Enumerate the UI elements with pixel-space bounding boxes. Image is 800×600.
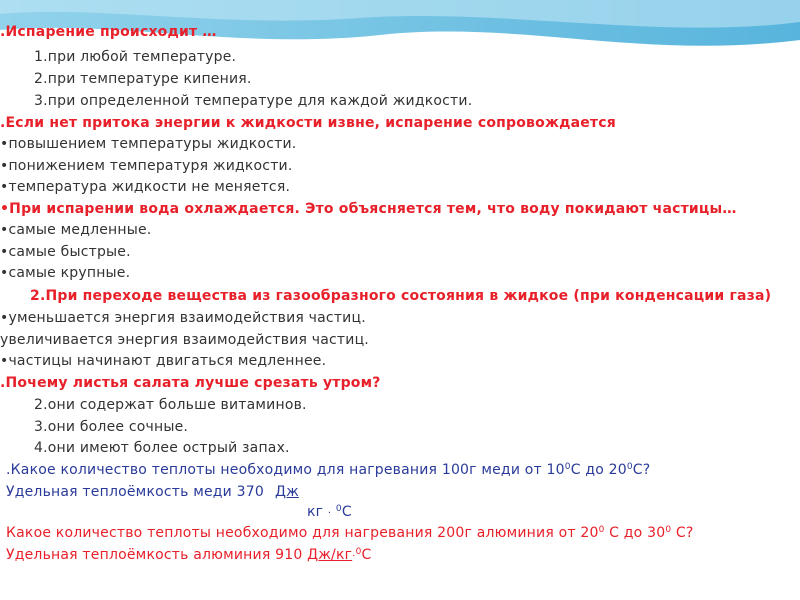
question-4-option-1: •уменьшается энергия взаимодействия частиц.: [0, 310, 366, 326]
problem-2-unit-degree: 0: [355, 547, 362, 557]
problem-2-text-c: C?: [671, 525, 694, 541]
problem-2-question: [6, 524, 694, 542]
problem-1-unit-c: C: [341, 504, 352, 520]
question-4-option-2: увеличивается энергия взаимодействия частиц.: [0, 332, 369, 348]
question-1-option-2: 2.при температуре кипения.: [34, 71, 252, 87]
question-1-title: .Испарение происходит …: [0, 24, 217, 40]
problem-1-unit-numerator: Дж: [274, 484, 299, 500]
problem-1-text-a: .Какое количество теплоты необходимо для нагревания 100г меди от 10: [6, 462, 565, 478]
problem-2-heat-capacity: [6, 546, 371, 566]
problem-1-unit-kg: кг: [307, 504, 324, 520]
question-3-option-3: •самые крупные.: [0, 265, 131, 281]
problem-2-unit-dot: ·: [352, 551, 356, 562]
question-2-option-1: •повышением температуры жидкости.: [0, 136, 297, 152]
question-3-title: •При испарении вода охлаждается. Это объясняется тем, что воду покидают частицы…: [0, 201, 737, 217]
problem-2-unit: Дж/кг: [307, 547, 353, 563]
problem-1-capacity-label: Удельная теплоёмкость меди 370: [6, 484, 264, 500]
question-5-title: .Почему листья салата лучше срезать утром?: [0, 375, 381, 391]
question-5-option-1: 2.они содержат больше витаминов.: [34, 397, 307, 413]
question-1-option-3: 3.при определенной температуре для каждой жидкости.: [34, 93, 473, 109]
question-4-title: 2.При переходе вещества из газообразного состояния в жидкое (при конденсации газа): [30, 288, 772, 304]
problem-1-text-b: C до 20: [570, 462, 627, 478]
question-5-option-2: 3.они более сочные.: [34, 419, 189, 435]
problem-1-text-c: C?: [632, 462, 651, 478]
problem-2-degree-1: 0: [598, 525, 605, 535]
problem-1-unit-degree: 0: [335, 504, 342, 514]
problem-1-degree-2: 0: [626, 462, 633, 472]
question-3-option-1: •самые медленные.: [0, 222, 152, 238]
problem-2-degree-2: 0: [665, 525, 672, 535]
problem-1-question: [6, 461, 650, 479]
question-5-option-3: 4.они имеют более острый запах.: [34, 440, 290, 456]
problem-1-unit-denominator: [307, 503, 352, 523]
question-3-option-2: •самые быстрые.: [0, 244, 131, 260]
question-2-title: .Если нет притока энергии к жидкости извне, испарение сопровождается: [0, 115, 616, 131]
problem-2-text-a: Какое количество теплоты необходимо для нагревания 200г алюминия от 20: [6, 525, 599, 541]
problem-2-capacity-label: Удельная теплоёмкость алюминия 910: [6, 547, 308, 563]
problem-1-heat-capacity: [6, 483, 310, 501]
problem-1-degree-1: 0: [564, 462, 571, 472]
question-2-option-3: •температура жидкости не меняется.: [0, 179, 291, 195]
question-2-option-2: •понижением температуря жидкости.: [0, 158, 293, 174]
question-4-option-3: •частицы начинают двигаться медленнее.: [0, 353, 327, 369]
problem-2-unit-c: C: [361, 547, 372, 563]
problem-1-unit-dot: ·: [327, 508, 332, 519]
problem-2-text-b: C до 30: [604, 525, 666, 541]
question-1-option-1: 1.при любой температуре.: [34, 49, 237, 65]
